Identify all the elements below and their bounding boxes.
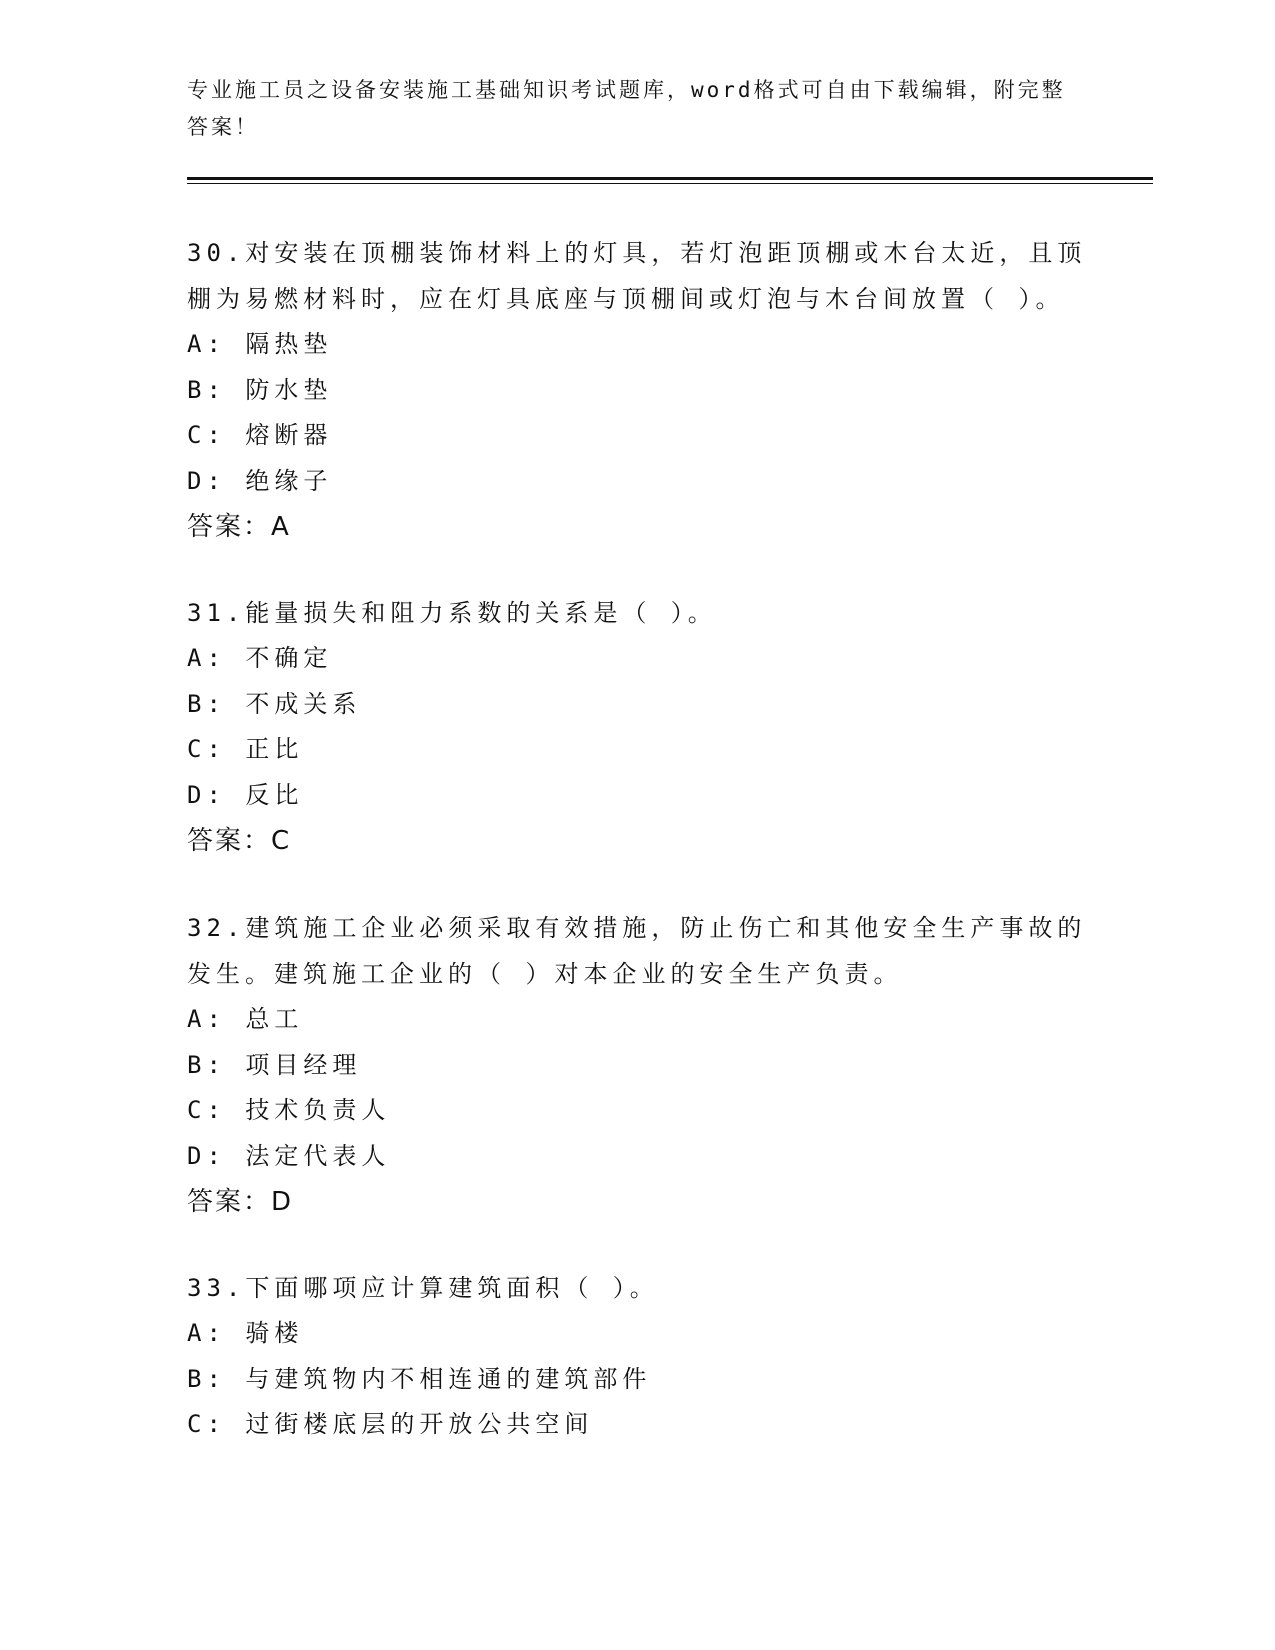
option-b: B: 与建筑物内不相连通的建筑部件 xyxy=(187,1364,652,1393)
option-a: A: 不确定 xyxy=(187,644,333,672)
question-30 xyxy=(187,230,1087,550)
option-a: A: 隔热垫 xyxy=(187,330,333,358)
answer-label: 答案：D xyxy=(187,1187,294,1217)
answer-label: 答案：A xyxy=(187,512,291,542)
question-33 xyxy=(187,1265,1087,1448)
header-rule-thin xyxy=(187,183,1153,184)
document-header: 专业施工员之设备安装施工基础知识考试题库，word格式可自由下载编辑，附完整答案！ xyxy=(187,78,1066,139)
question-stem: 31.能量损失和阻力系数的关系是（ ）。 xyxy=(187,599,717,627)
header-rule-thick xyxy=(187,177,1153,180)
option-c: C: 正比 xyxy=(187,735,304,763)
option-b: B: 项目经理 xyxy=(187,1050,362,1079)
option-d: D: 反比 xyxy=(187,780,304,809)
question-stem: 32.建筑施工企业必须采取有效措施，防止伤亡和其他安全生产事故的发生。建筑施工企业的（ ）对本企业的安全生产负责。 xyxy=(187,914,1087,988)
option-a: A: 总工 xyxy=(187,1005,304,1033)
answer-label: 答案：C xyxy=(187,826,292,856)
question-stem: 30.对安装在顶棚装饰材料上的灯具，若灯泡距顶棚或木台太近，且顶棚为易燃材料时，应在灯具底座与顶棚间或灯泡与木台间放置（ ）。 xyxy=(187,239,1087,313)
option-c: C: 熔断器 xyxy=(187,421,333,449)
question-31 xyxy=(187,590,1087,864)
option-d: D: 法定代表人 xyxy=(187,1141,391,1170)
option-c: C: 过街楼底层的开放公共空间 xyxy=(187,1410,594,1438)
option-b: B: 防水垫 xyxy=(187,375,333,404)
option-c: C: 技术负责人 xyxy=(187,1096,391,1124)
option-a: A: 骑楼 xyxy=(187,1319,304,1347)
question-32 xyxy=(187,905,1087,1225)
question-stem: 33.下面哪项应计算建筑面积（ ）。 xyxy=(187,1274,659,1302)
option-d: D: 绝缘子 xyxy=(187,466,333,495)
option-b: B: 不成关系 xyxy=(187,689,362,718)
